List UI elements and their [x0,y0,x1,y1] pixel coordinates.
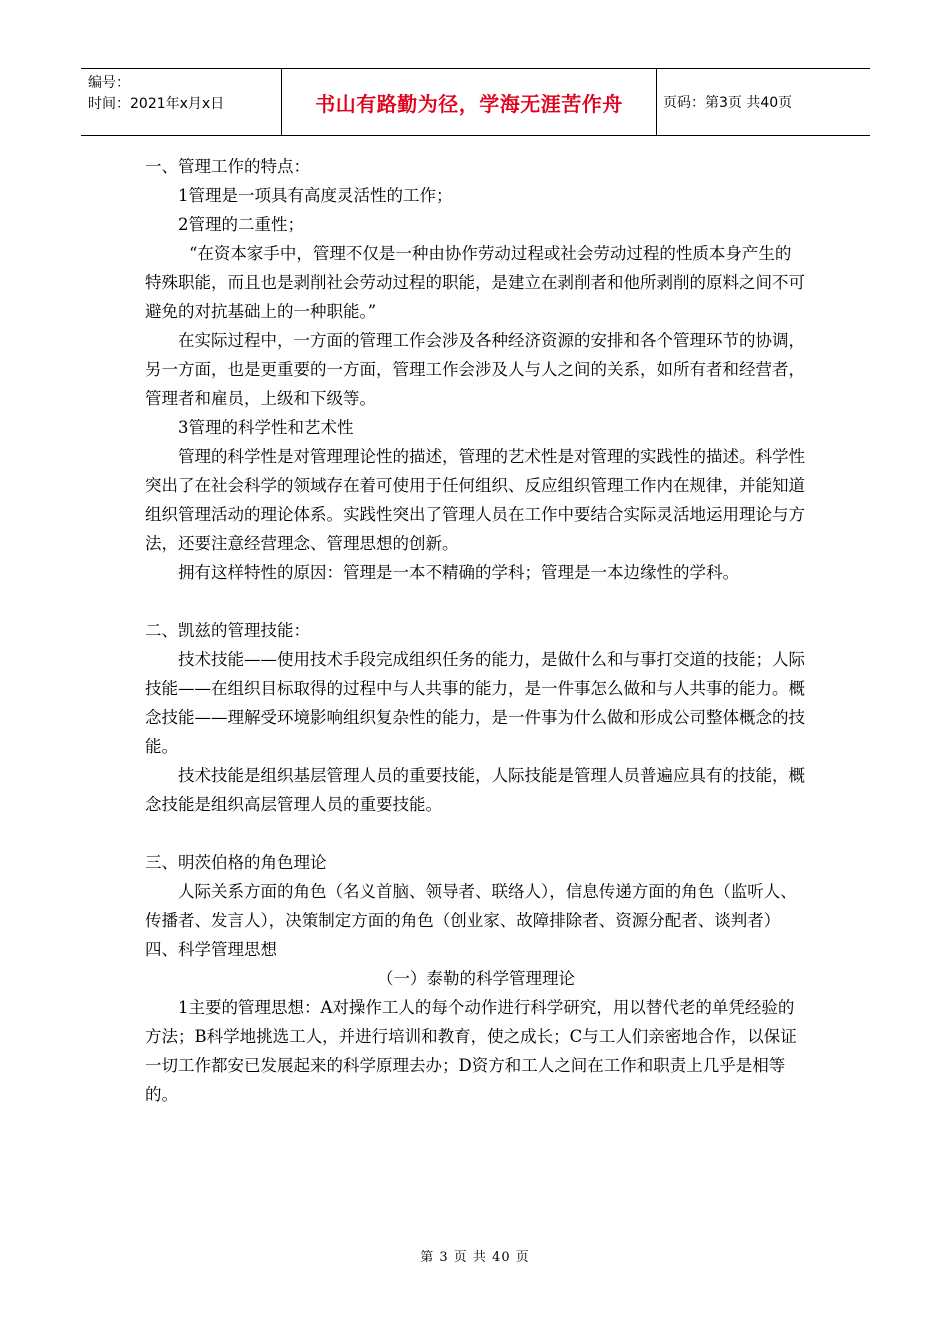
blank-line [145,587,807,616]
section-heading: 四、科学管理思想 [145,940,277,959]
paragraph: “在资本家手中，管理不仅是一种由协作劳动过程或社会劳动过程的性质本身产生的特殊职能，而且也是剥削社会劳动过程的职能，是建立在剥削者和他所剥削的原料之间不可避免的对抗基础上的一种职能。” [145,244,805,321]
paragraph: 管理的科学性是对管理理论性的描述，管理的艺术性是对管理的实践性的描述。科学性突出了在社会科学的领域存在着可使用于任何组织、反应组织管理工作内在规律，并能知道组织管理活动的理论体系。实践性突出了管理人员在工作中要结合实际灵活地运用理论与方法，还要注意经营理念、管理思想的创新。 [145,447,805,553]
paragraph: 技术技能——使用技术手段完成组织任务的能力，是做什么和与事打交道的技能；人际技能——在组织目标取得的过程中与人共事的能力，是一件事怎么做和与人共事的能力。概念技能——理解受环境影响组织复杂性的能力，是一件事为什么做和形成公司整体概念的技能。 [145,650,805,756]
paragraph: 1主要的管理思想：A对操作工人的每个动作进行科学研究，用以替代老的单凭经验的方法；B科学地挑选工人，并进行培训和教育，使之成长；C与工人们亲密地合作，以保证一切工作都安已发展起来的科学原理去办；D资方和工人之间在工作和职责上几乎是相等的。 [145,998,797,1104]
header-page-cell [657,69,870,135]
page-indicator: 页码：第3页 共40页 [663,95,793,111]
page-footer: 第 3 页 共 40 页 [420,1250,530,1265]
paragraph: 技术技能是组织基层管理人员的重要技能，人际技能是管理人员普遍应具有的技能，概念技能是组织高层管理人员的重要技能。 [145,766,805,814]
document-body [145,152,807,1109]
header-table [81,68,870,136]
paragraph: 人际关系方面的角色（名义首脑、领导者、联络人），信息传递方面的角色（监听人、传播者、发言人），决策制定方面的角色（创业家、故障排除者、资源分配者、谈判者） [145,882,797,930]
header-motto-cell [282,69,657,135]
document-date-label: 时间：2021年x月x日 [88,96,225,112]
motto-text: 书山有路勤为径，学海无涯苦作舟 [315,91,623,116]
blank-line [145,819,807,848]
paragraph: 2管理的二重性； [178,215,304,234]
paragraph: 3管理的科学性和艺术性 [178,418,354,437]
section-heading: 二、凯兹的管理技能： [145,621,310,640]
document-number-label: 编号： [88,75,130,91]
section-heading: 三、明茨伯格的角色理论 [145,853,327,872]
header-meta-cell [81,69,282,135]
paragraph: 在实际过程中，一方面的管理工作会涉及各种经济资源的安排和各个管理环节的协调，另一方面，也是更重要的一方面，管理工作会涉及人与人之间的关系，如所有者和经营者，管理者和雇员，上级和下级等。 [145,331,805,408]
paragraph: （一）泰勒的科学管理理论 [377,969,575,988]
paragraph: 拥有这样特性的原因：管理是一本不精确的学科；管理是一本边缘性的学科。 [178,563,739,582]
paragraph: 1管理是一项具有高度灵活性的工作； [178,186,453,205]
section-heading: 一、管理工作的特点： [145,157,310,176]
